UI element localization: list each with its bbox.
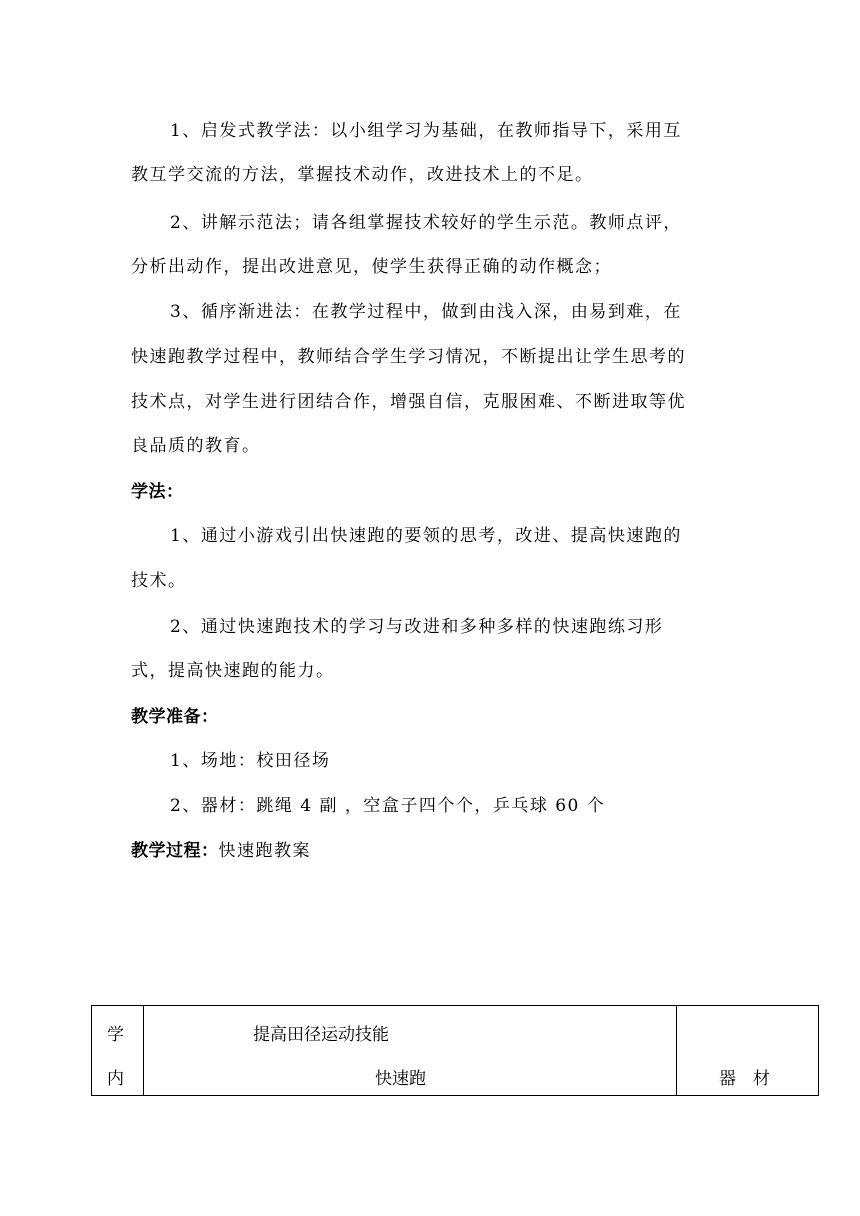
table-cell-col1-row2: 内 <box>107 1069 124 1089</box>
table-cell-col1-row1: 学 <box>107 1025 124 1045</box>
prep-venue: 1、场地：校田径场 <box>170 751 331 771</box>
method-3-line-2: 快速跑教学过程中，教师结合学生学习情况，不断提出让学生思考的 <box>131 347 686 367</box>
lesson-table <box>91 1005 819 1096</box>
method-3-line-4: 良品质的教育。 <box>131 436 261 456</box>
method-2-line-1: 2、讲解示范法；请各组掌握技术较好的学生示范。教师点评， <box>170 213 682 233</box>
method-1-line-2: 教互学交流的方法，掌握技术动作，改进技术上的不足。 <box>131 165 594 185</box>
study-2-line-1: 2、通过快速跑技术的学习与改进和多种多样的快速跑练习形 <box>170 617 664 637</box>
table-divider-1 <box>143 1006 144 1095</box>
method-3-line-3: 技术点，对学生进行团结合作，增强自信，克服困难、不断进取等优 <box>131 392 686 412</box>
study-2-line-2: 式，提高快速跑的能力。 <box>131 661 335 681</box>
table-cell-col2-row2: 快速跑 <box>375 1069 426 1089</box>
method-2-line-2: 分析出动作，提出改进意见，使学生获得正确的动作概念； <box>131 257 612 277</box>
table-cell-col3-row2: 器 材 <box>719 1069 770 1089</box>
process-value: 快速跑教案 <box>218 841 311 861</box>
table-divider-2 <box>676 1006 677 1095</box>
prep-equipment: 2、器材：跳绳 4 副 ，空盒子四个个，乒乓球 60 个 <box>170 796 606 816</box>
study-heading: 学法： <box>131 482 184 502</box>
study-1-line-2: 技术。 <box>131 571 187 591</box>
process-line <box>131 836 311 861</box>
method-1-line-1: 1、启发式教学法：以小组学习为基础，在教师指导下，采用互 <box>170 121 682 141</box>
method-3-line-1: 3、循序渐进法：在教学过程中，做到由浅入深，由易到难，在 <box>170 302 682 322</box>
process-heading: 教学过程： <box>131 841 219 861</box>
prep-heading: 教学准备： <box>131 707 219 727</box>
table-cell-col2-row1: 提高田径运动技能 <box>253 1025 389 1045</box>
study-1-line-1: 1、通过小游戏引出快速跑的要领的思考，改进、提高快速跑的 <box>170 526 682 546</box>
